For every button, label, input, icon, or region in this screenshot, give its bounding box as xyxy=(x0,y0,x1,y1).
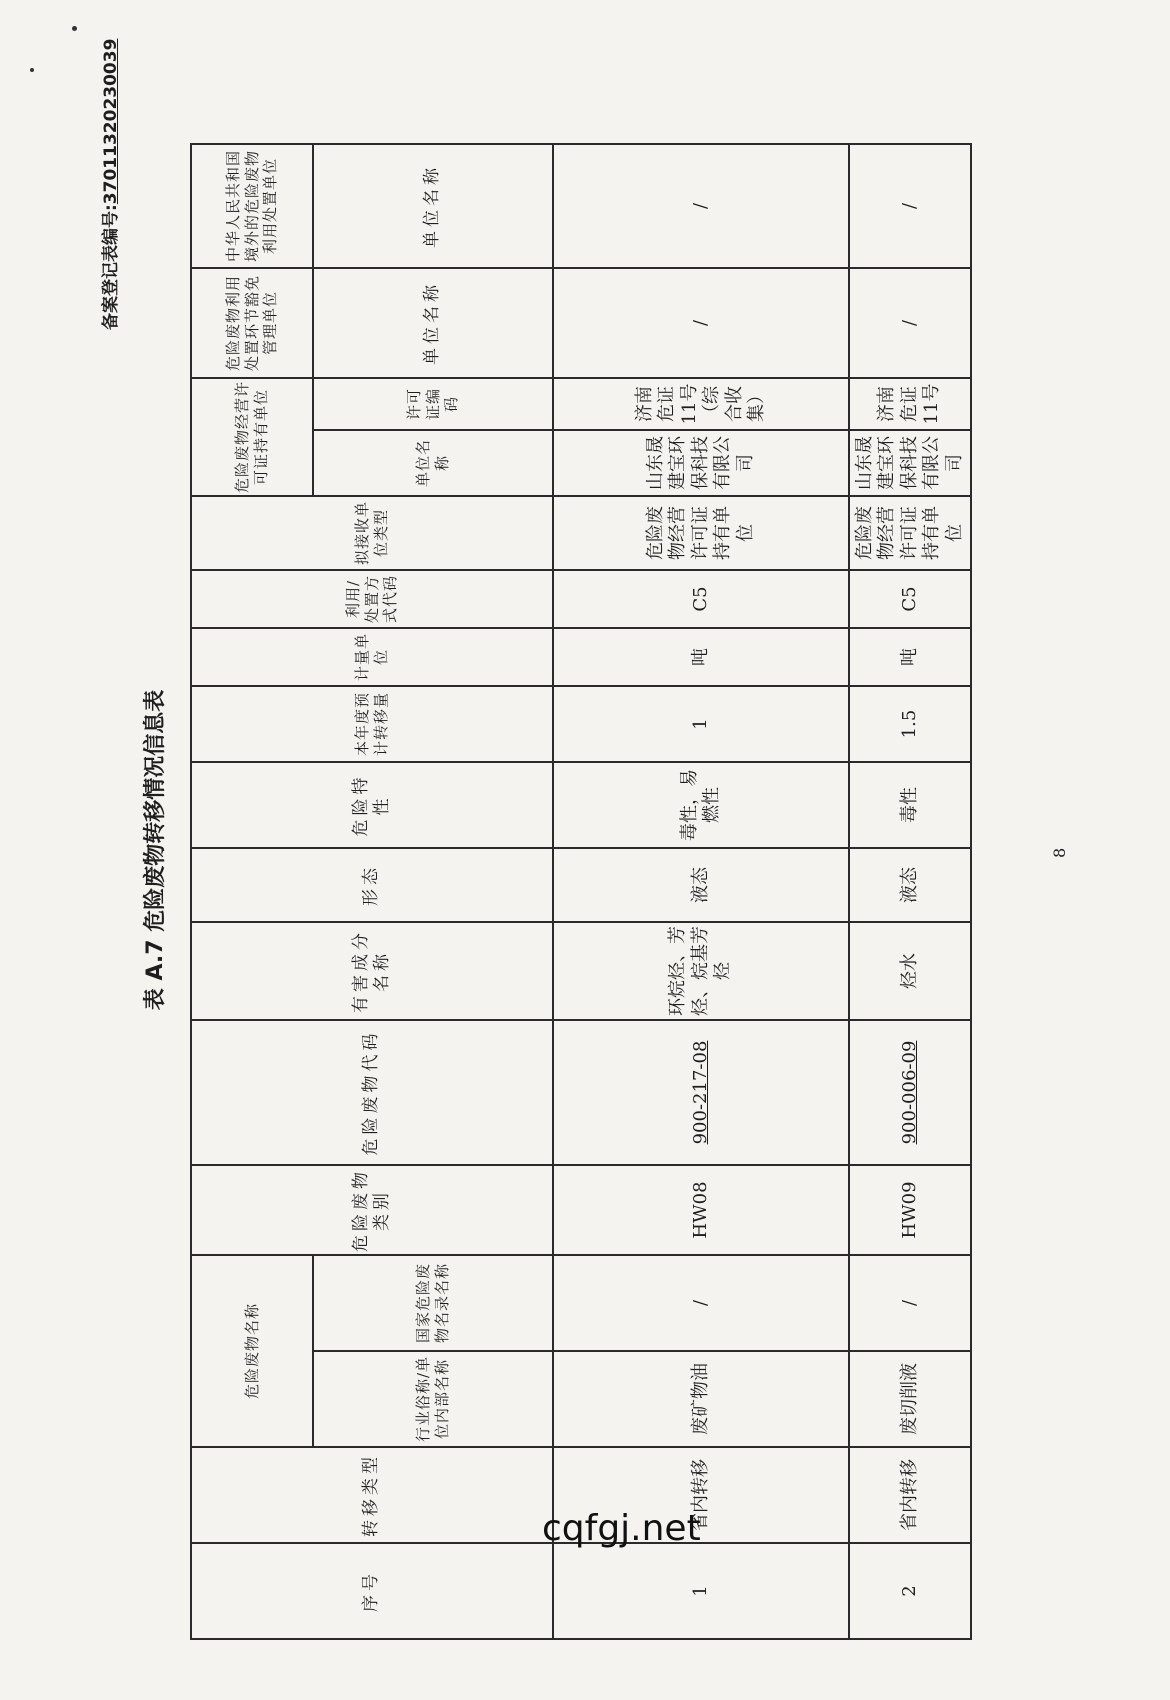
cell-industry-name: 废矿物油 xyxy=(553,1351,849,1447)
cell-transfer-type: 省内转移 xyxy=(553,1447,849,1543)
cell-national-name: / xyxy=(849,1255,971,1351)
cell-receiver-type: 危险废物经营许可证持有单位 xyxy=(849,496,971,570)
cell-form: 液态 xyxy=(553,848,849,922)
speck-mark xyxy=(72,26,77,31)
cell-exempt-unit-name: / xyxy=(553,268,849,378)
header-category: 危险废物类别 xyxy=(191,1165,553,1255)
cell-form: 液态 xyxy=(849,848,971,922)
header-unit: 计量单位 xyxy=(191,628,553,686)
cell-hazard: 毒性 xyxy=(849,762,971,848)
header-industry-name: 行业俗称/单位内部名称 xyxy=(313,1351,553,1447)
cell-receiver-type: 危险废物经营许可证持有单位 xyxy=(553,496,849,570)
header-hazard: 危险特性 xyxy=(191,762,553,848)
header-harmful: 有害成分名称 xyxy=(191,922,553,1020)
table-title: 表 A.7 危险废物转移情况信息表 xyxy=(143,689,168,1011)
header-exempt-unit: 危险废物利用处置环节豁免管理单位 xyxy=(191,268,313,378)
cell-license-no: 济南危证11号（综合收集） xyxy=(553,378,849,430)
cell-code: 900-217-08 xyxy=(553,1020,849,1165)
header-form: 形态 xyxy=(191,848,553,922)
cell-harmful: 烃水 xyxy=(849,922,971,1020)
cell-unit: 吨 xyxy=(553,628,849,686)
cell-overseas-unit-name: / xyxy=(553,144,849,268)
table-row xyxy=(553,144,849,1639)
header-holder-name: 单位名称 xyxy=(313,430,553,496)
header-receiver-type: 拟接收单位类型 xyxy=(191,496,553,570)
cell-seq: 1 xyxy=(553,1543,849,1639)
cell-category: HW09 xyxy=(849,1165,971,1255)
cell-unit: 吨 xyxy=(849,628,971,686)
cell-hazard: 毒性，易燃性 xyxy=(553,762,849,848)
cell-seq: 2 xyxy=(849,1543,971,1639)
header-code: 危险废物代码 xyxy=(191,1020,553,1165)
header-planned-amount: 本年度预计转移量 xyxy=(191,686,553,762)
cell-exempt-unit-name: / xyxy=(849,268,971,378)
cell-category: HW08 xyxy=(553,1165,849,1255)
cell-industry-name: 废切削液 xyxy=(849,1351,971,1447)
cell-harmful: 环烷烃、芳烃、烷基芳烃 xyxy=(553,922,849,1020)
header-exempt-unit-name: 单位名称 xyxy=(313,268,553,378)
hazardous-waste-transfer-table xyxy=(190,143,972,1640)
cell-disposal-code: C5 xyxy=(553,570,849,628)
cell-license-no: 济南危证11号 xyxy=(849,378,971,430)
registration-number: 备案登记表编号:3701132023​0039 xyxy=(101,38,121,330)
header-waste-name-group: 危险废物名称 xyxy=(191,1255,313,1447)
cell-holder-name: 山东晟建宝环保科技有限公司 xyxy=(849,430,971,496)
cell-code: 900-006-09 xyxy=(849,1020,971,1165)
cell-transfer-type: 省内转移 xyxy=(849,1447,971,1543)
header-license-holder-group: 危险废物经营许可证持有单位 xyxy=(191,378,313,496)
cell-planned-amount: 1.5 xyxy=(849,686,971,762)
cell-planned-amount: 1 xyxy=(553,686,849,762)
cell-overseas-unit-name: / xyxy=(849,144,971,268)
watermark: cqfgj.net xyxy=(542,1508,701,1549)
header-disposal-code: 利用/处置方式代码 xyxy=(191,570,553,628)
header-transfer-type: 转移类型 xyxy=(191,1447,553,1543)
speck-mark xyxy=(30,68,34,72)
header-license-no: 许可证编码 xyxy=(313,378,553,430)
cell-disposal-code: C5 xyxy=(849,570,971,628)
cell-holder-name: 山东晟建宝环保科技有限公司 xyxy=(553,430,849,496)
header-overseas-unit-name: 单位名称 xyxy=(313,144,553,268)
header-seq: 序号 xyxy=(191,1543,553,1639)
header-national-name: 国家危险废物名录名称 xyxy=(313,1255,553,1351)
table-row xyxy=(849,144,971,1639)
page-number: 8 xyxy=(1050,847,1069,858)
header-row-1 xyxy=(191,144,313,1639)
header-overseas-unit: 中华人民共和国境外的危险废物利用处置单位 xyxy=(191,144,313,268)
cell-national-name: / xyxy=(553,1255,849,1351)
